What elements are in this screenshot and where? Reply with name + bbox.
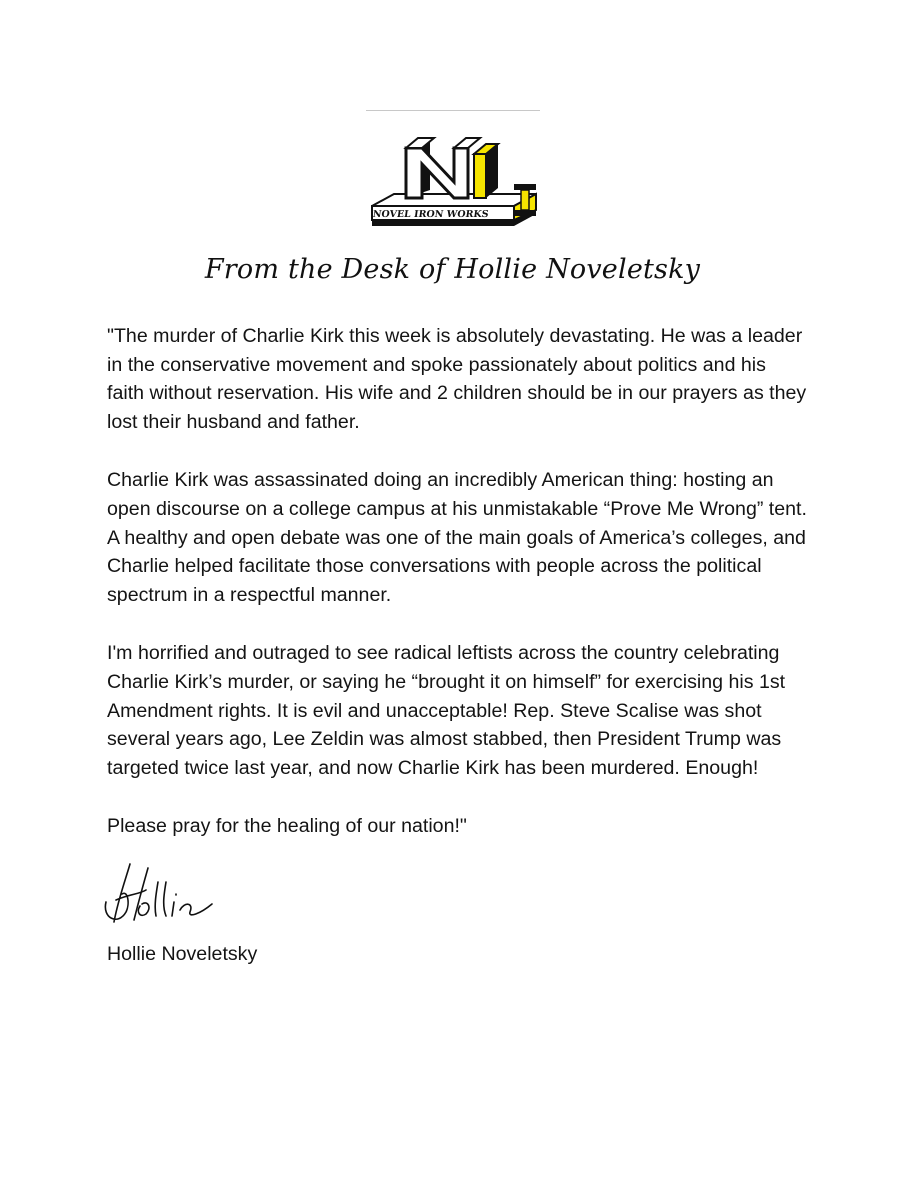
paragraph-4: Please pray for the healing of our nation!" [107,815,467,838]
paragraph-2: Charlie Kirk was assassinated doing an incredibly American thing: hosting an open discourse on a college campus at his unmistakable “Prove Me Wrong” tent. A healthy and open debate was one of the main goals of America’s colleges, and Charlie helped facilitate those conversations with people across the political spectrum in a respectful manner. [107,469,807,606]
letter-n-body [406,148,468,198]
signer-name: Hollie Noveletsky [107,943,258,965]
top-divider [366,110,540,111]
letter-n-top-right [454,138,480,148]
logo-text: NOVEL IRON WORKS [371,209,490,220]
letter-i-front [474,154,486,198]
paragraph-1: "The murder of Charlie Kirk this week is absolutely devastating. He was a leader in the conservative movement and spoke passionately about politics and his faith without reservation. His wife and 2 children should be in our prayers as they lost their husband and father. [107,325,807,433]
beam-flange-top [514,184,536,190]
paragraph-3: I'm horrified and outraged to see radical leftists across the country celebrating Charlie Kirk’s murder, or saying he “brought it on himself” for exercising his 1st Amendment rights. It is evil and unacceptable! Rep. Steve Scalise was shot several years ago, Lee Zeldin was almost stabbed, then President Trump was targeted twice last year, and now Charlie Kirk has been murdered. Enough! [107,642,786,779]
letter-body [107,322,807,871]
handwritten-signature [100,860,240,932]
letterhead-title: From the Desk of Hollie Noveletsky [204,254,701,285]
beam-flange-bottom [514,210,536,216]
beam-web [521,190,529,210]
novel-iron-works-logo [368,126,540,244]
